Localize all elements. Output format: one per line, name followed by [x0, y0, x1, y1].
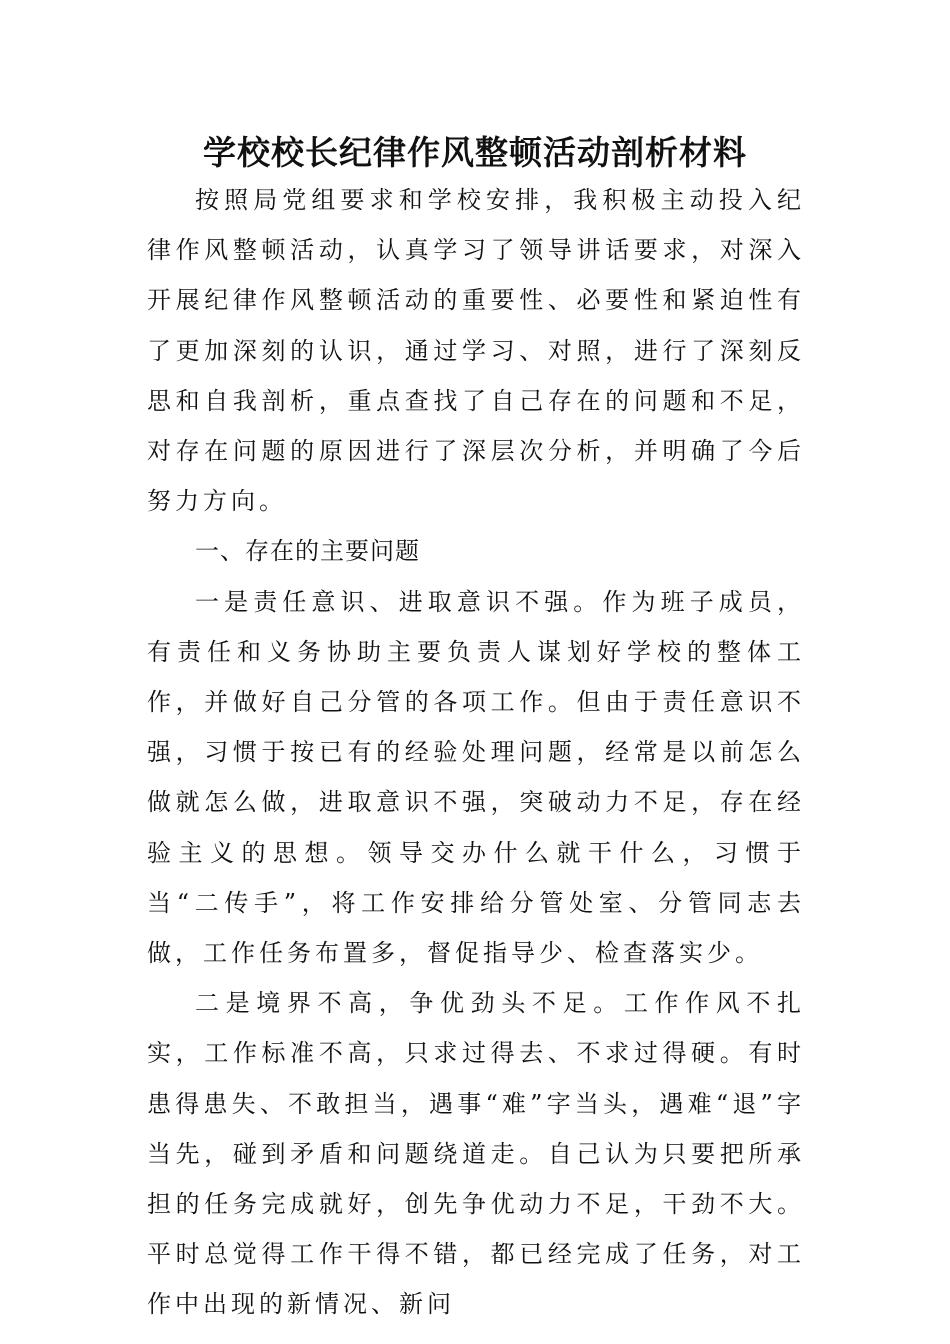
- problem-paragraph-2: 二是境界不高，争优劲头不足。工作作风不扎实，工作标准不高，只求过得去、不求过得硬。有时患得患失、不敢担当，遇事“难”字当头，遇难“退”字当先，碰到矛盾和问题绕道走。自己认为只要把所承担的任务完成就好，创先争优动力不足，干劲不大。平时总觉得工作干得不错，都已经完成了任务，对工作中出现的新情况、新问: [147, 989, 805, 1319]
- document-body: [147, 175, 805, 1330]
- section-heading: 一、存在的主要问题: [195, 537, 420, 566]
- problem-paragraph-1: 一是责任意识、进取意识不强。作为班子成员，有责任和义务协助主要负责人谋划好学校的整体工作，并做好自己分管的各项工作。但由于责任意识不强，习惯于按已有的经验处理问题，经常是以前怎么做就怎么做，进取意识不强，突破动力不足，存在经验主义的思想。领导交办什么就干什么，习惯于当“二传手”，将工作安排给分管处室、分管同志去做，工作任务布置多，督促指导少、检查落实少。: [147, 587, 805, 968]
- intro-paragraph: 按照局党组要求和学校安排，我积极主动投入纪律作风整顿活动，认真学习了领导讲话要求，对深入开展纪律作风整顿活动的重要性、必要性和紧迫性有了更加深刻的认识，通过学习、对照，进行了深刻反思和自我剖析，重点查找了自己存在的问题和不足，对存在问题的原因进行了深层次分析，并明确了今后努力方向。: [147, 186, 805, 516]
- document-title: 学校校长纪律作风整顿活动剖析材料: [203, 133, 747, 172]
